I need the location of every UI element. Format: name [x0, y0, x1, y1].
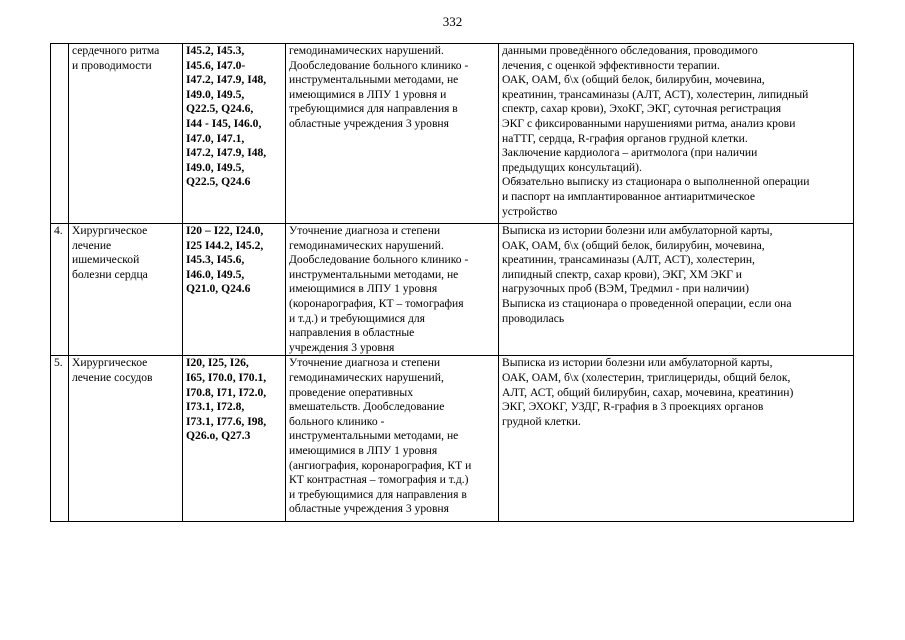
procedure-name — [69, 224, 183, 356]
row-number — [51, 44, 69, 224]
cell-line: гемодинамических нарушений. — [289, 238, 444, 252]
icd-codes — [183, 44, 286, 224]
cell-line: инструментальными методами, не — [289, 73, 459, 87]
cell-line: I45.6, I47.0- — [186, 58, 246, 72]
cell-line: I73.1, I77.6, I98, — [186, 414, 267, 428]
row-number: 4. — [51, 224, 69, 356]
required-documents — [499, 44, 854, 224]
table-row — [51, 356, 854, 522]
cell-line: I65, I70.0, I70.1, — [186, 370, 267, 384]
cell-line: I47.2, I47.9, I48, — [186, 73, 267, 87]
cell-line: спектр, сахар крови), ЭхоКГ, ЭКГ, суточная регистрация — [502, 102, 782, 116]
cell-line: и паспорт на имплантированное антиаритмическое — [502, 189, 755, 203]
cell-line: креатинин, трансаминазы (АЛТ, АСТ), холестерин, липидный — [502, 87, 809, 101]
cell-line: Выписка из стационара о проведенной операции, если она — [502, 296, 792, 310]
purpose-text — [286, 356, 499, 522]
cell-line: данными проведённого обследования, проводимого — [502, 44, 758, 57]
cell-line: проведение оперативных — [289, 385, 414, 399]
cell-line: инструментальными методами, не — [289, 267, 459, 281]
cell-line: нагрузочных проб (ВЭМ, Тредмил - при наличии) — [502, 282, 749, 296]
cell-line: грудной клетки. — [502, 414, 581, 428]
cell-line: вмешательств. Дообследование — [289, 400, 445, 414]
icd-codes — [183, 224, 286, 356]
referral-table — [50, 43, 854, 522]
cell-line: областные учреждения 3 уровня — [289, 502, 449, 516]
cell-line: ОАК, ОАМ, б\х (общий белок, билирубин, мочевина, — [502, 238, 765, 252]
cell-line: I46.0, I49.5, — [186, 267, 245, 281]
cell-line: наТТГ, сердца, R-графия органов грудной клетки. — [502, 131, 748, 145]
required-documents — [499, 356, 854, 522]
cell-line: I49.0, I49.5, — [186, 160, 245, 174]
cell-line: Заключение кардиолога – аритмолога (при наличии — [502, 146, 758, 160]
cell-line: лечения, с оценкой эффективности терапии. — [502, 58, 720, 72]
purpose-text — [286, 44, 499, 224]
table-row — [51, 44, 854, 224]
cell-line: I49.0, I49.5, — [186, 87, 245, 101]
cell-line: I70.8, I71, I72.0, — [186, 385, 267, 399]
cell-line: липидный спектр, сахар крови), ЭКГ, ХМ ЭКГ и — [502, 267, 743, 281]
cell-line: I45.2, I45.3, — [186, 44, 245, 57]
cell-line: болезни сердца — [72, 267, 148, 281]
purpose-text — [286, 224, 499, 356]
cell-line: Выписка из истории болезни или амбулаторной карты, — [502, 224, 773, 237]
procedure-name — [69, 44, 183, 224]
cell-line: (коронарография, КТ – томография — [289, 296, 464, 310]
cell-line: лечение сосудов — [72, 370, 153, 384]
cell-line: Q22.5, Q24.6 — [186, 175, 251, 189]
cell-line: устройство — [502, 204, 558, 218]
cell-line: имеющимися в ЛПУ 1 уровня и — [289, 87, 447, 101]
cell-line: I73.1, I72.8, — [186, 400, 245, 414]
cell-line: I45.3, I45.6, — [186, 253, 245, 267]
cell-line: и требующимися для направления в — [289, 487, 467, 501]
cell-line: лечение — [72, 238, 112, 252]
cell-line: ЭКГ, ЭХОКГ, УЗДГ, R-графия в 3 проекциях органов — [502, 400, 764, 414]
cell-line: и проводимости — [72, 58, 152, 72]
cell-line: I47.0, I47.1, — [186, 131, 245, 145]
cell-line: направления в областные — [289, 326, 415, 340]
table-row — [51, 224, 854, 356]
cell-line: Обязательно выписку из стационара о выполненной операции — [502, 175, 810, 189]
required-documents — [499, 224, 854, 356]
cell-line: и т.д.) и требующимися для — [289, 311, 425, 325]
cell-line: Q21.0, Q24.6 — [186, 282, 251, 296]
cell-line: Хирургическое — [72, 224, 148, 237]
cell-line: гемодинамических нарушений, — [289, 370, 444, 384]
cell-line: КТ контрастная – томография и т.д.) — [289, 473, 469, 487]
cell-line: гемодинамических нарушений. — [289, 44, 444, 57]
table-body — [51, 44, 854, 522]
cell-line: требующимися для направления в — [289, 102, 458, 116]
cell-line: ишемической — [72, 253, 140, 267]
row-number: 5. — [51, 356, 69, 522]
cell-line: Q26.o, Q27.3 — [186, 429, 251, 443]
cell-line: Q22.5, Q24.6, — [186, 102, 254, 116]
cell-line: I25 I44.2, I45.2, — [186, 238, 264, 252]
cell-line: Выписка из истории болезни или амбулаторной карты, — [502, 356, 773, 370]
cell-line: областные учреждения 3 уровня — [289, 116, 449, 130]
cell-line: имеющимися в ЛПУ 1 уровня — [289, 282, 438, 296]
cell-line: инструментальными методами, не — [289, 429, 459, 443]
cell-line: (ангиография, коронарография, КТ и — [289, 458, 472, 472]
cell-line: I47.2, I47.9, I48, — [186, 146, 267, 160]
cell-line: I20, I25, I26, — [186, 356, 249, 370]
page-number: 332 — [442, 14, 463, 29]
cell-line: ЭКГ с фиксированными нарушениями ритма, анализ крови — [502, 116, 796, 130]
cell-line: проводилась — [502, 311, 565, 325]
cell-line: учреждения 3 уровня — [289, 340, 395, 354]
cell-line: креатинин, трансаминазы (АЛТ, АСТ), холестерин, — [502, 253, 755, 267]
cell-line: Дообследование больного клинико - — [289, 253, 469, 267]
cell-line: I20 – I22, I24.0, — [186, 224, 264, 237]
cell-line: Хирургическое — [72, 356, 148, 370]
cell-line: сердечного ритма — [72, 44, 160, 57]
cell-line: I44 - I45, I46.0, — [186, 116, 262, 130]
cell-line: Уточнение диагноза и степени — [289, 356, 441, 370]
cell-line: Дообследование больного клинико - — [289, 58, 469, 72]
cell-line: ОАК, ОАМ, б\х (холестерин, триглицериды, общий белок, — [502, 370, 791, 384]
icd-codes — [183, 356, 286, 522]
cell-line: больного клинико - — [289, 414, 385, 428]
cell-line: имеющимися в ЛПУ 1 уровня — [289, 443, 438, 457]
cell-line: АЛТ, АСТ, общий билирубин, сахар, мочевина, креатинин) — [502, 385, 794, 399]
cell-line: ОАК, ОАМ, б\х (общий белок, билирубин, мочевина, — [502, 73, 765, 87]
cell-line: Уточнение диагноза и степени — [289, 224, 441, 237]
cell-line: предыдущих консультаций). — [502, 160, 642, 174]
procedure-name — [69, 356, 183, 522]
